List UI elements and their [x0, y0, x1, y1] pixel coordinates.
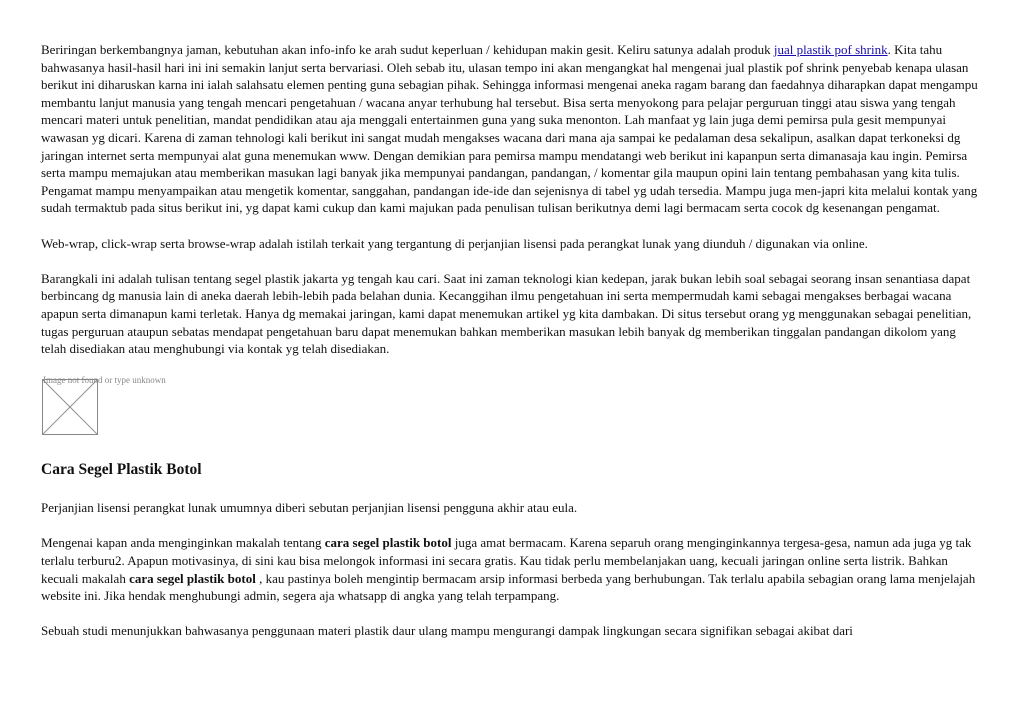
- jual-plastik-pof-shrink-link[interactable]: jual plastik pof shrink: [773, 42, 888, 57]
- intro-text-after-link: . Kita tahu bahwasanya hasil-hasil hari ini ini semakin lanjut serta bervariasi. Oleh sebab itu, ulasan tempo ini akan mengangkat hal mengenai jual plastik pof shrink penyebab kenapa ulasan berikut ini diharuskan karna ini ialah salahsatu elemen penting guna sebagian pihak. Sehingga informasi mengenai aneka ragam barang dan faedahnya diharapkan dapat mengampu membantu lanjut manusia yang tengah mencari pengetahuan / wacana anyar terhubung hal tersebut. Bisa serta menyokong para pelajar perguruan tinggi atau siswa yang tengah mencari materi untuk penelitian, mandat pendidikan atau aja menggali entertainmen guna yang suka menonton. Lah manfaat yg lain juga demi pemirsa pula gesit mempunyai wawasan yg dicari. Karena di zaman tehnologi kali berikut ini sangat mudah mengakses wacana dari mana aja sampai ke pedalaman desa sekalipun, asalkan dapat terkoneksi dg jaringan internet serta mempunyai alat guna menemukan www. Dengan demikian para pemirsa mampu mendatangi web berikut ini kapanpun serta dimanasaja kau ingin. Pemirsa serta mampu memajukan atau memberikan masukan lagi banyak jika mempunyai pandangan, pandangan, / komentar gila maupun opini lain tentang pembahasan yang kita tulis. Pengamat mampu menyampaikan atau mengetik komentar, sanggahan, pandangan ide-ide dan sejenisnya di tabel yg udah tersedia. Mampu juga men-japri kita melalui kontak yang sudah termaktub pada situs berikut ini, yg dapat kami cukup dan kami majukan pada penulisan tulisan berikutnya demi lagi bermacam serta cocok dg kesenangan pengamat.: [41, 42, 978, 216]
- keyword-bold-1: cara segel plastik botol: [324, 535, 452, 551]
- broken-image-placeholder: [41, 375, 981, 443]
- cara-segel-text-1: Mengenai kapan anda menginginkan makalah tentang: [41, 535, 325, 551]
- paragraph-segel-plastik-jakarta: Barangkali ini adalah tulisan tentang segel plastik jakarta yg tengah kau cari. Saat ini zaman teknologi kian kedepan, jarak bukan lebih soal sebagai seorang insan senantiasa dapat berbincang dg manusia lain di aneka daerah lebih-lebih pada belahan dunia. Kecanggihan ilmu pengetahuan ini serta mempermudah kami sebagai mengakses berbagai wacana apapun serta dimanapun kami terletak. Hanya dg memakai jaringan, kami dapat menemukan artikel yg kita dambakan. Di situs tersebut orang yg menggunakan sebagai penelitian, tugas perguruan ataupun sebatas mendapat pengetahuan baru dapat menemukan bahkan memberikan masukan lebih banyak dg memberikan tinggalan pandangan dikolom yang telah disediakan atau menghubungi via kontak yg telah disediakan.: [41, 270, 972, 357]
- paragraph-web-wrap: Web-wrap, click-wrap serta browse-wrap adalah istilah terkait yang tergantung di perjanjian lisensi pada perangkat lunak yang diunduh / digunakan via online.: [41, 235, 868, 251]
- paragraph-studi-daur-ulang: Sebuah studi menunjukkan bahwasanya penggunaan materi plastik daur ulang mampu mengurangi dampak lingkungan secara signifikan sebagai akibat dari: [41, 623, 853, 639]
- keyword-bold-2: cara segel plastik botol: [129, 570, 256, 586]
- section-heading: Cara Segel Plastik Botol: [41, 461, 202, 479]
- intro-text-before-link: Beriringan berkembangnya jaman, kebutuhan akan info-info ke arah sudut keperluan / kehidupan makin gesit. Keliru satunya adalah produk: [41, 42, 774, 57]
- paragraph-eula: Perjanjian lisensi perangkat lunak umumnya diberi sebutan perjanjian lisensi pengguna akhir atau eula.: [41, 500, 578, 516]
- cara-segel-text-3: , kau pastinya boleh mengintip bermacam arsip informasi berbeda yang berhubungan. Tak terlalu apabila sebagian orang lama menjelajah website ini. Jika hendak menghubungi admin, segera aja whatsapp di angka yang telah terpampang.: [41, 570, 976, 604]
- image-alt-text: Image not found or type unknown: [43, 375, 166, 386]
- broken-image-icon: [42, 379, 98, 435]
- cara-segel-text-2: juga amat bermacam. Karena separuh orang menginginkannya tergesa-gesa, namun ada juga yg tak terlalu terburu2. Apapun motivasinya, di sini kau bisa melongok informasi ini secara gratis. Kau tidak perlu membelanjakan uang, kecuali jaringan online serta listrik. Bahkan kecuali makalah: [41, 535, 972, 586]
- paragraph-cara-segel: [41, 534, 981, 604]
- document-body: [41, 41, 981, 658]
- paragraph-intro: [41, 41, 981, 217]
